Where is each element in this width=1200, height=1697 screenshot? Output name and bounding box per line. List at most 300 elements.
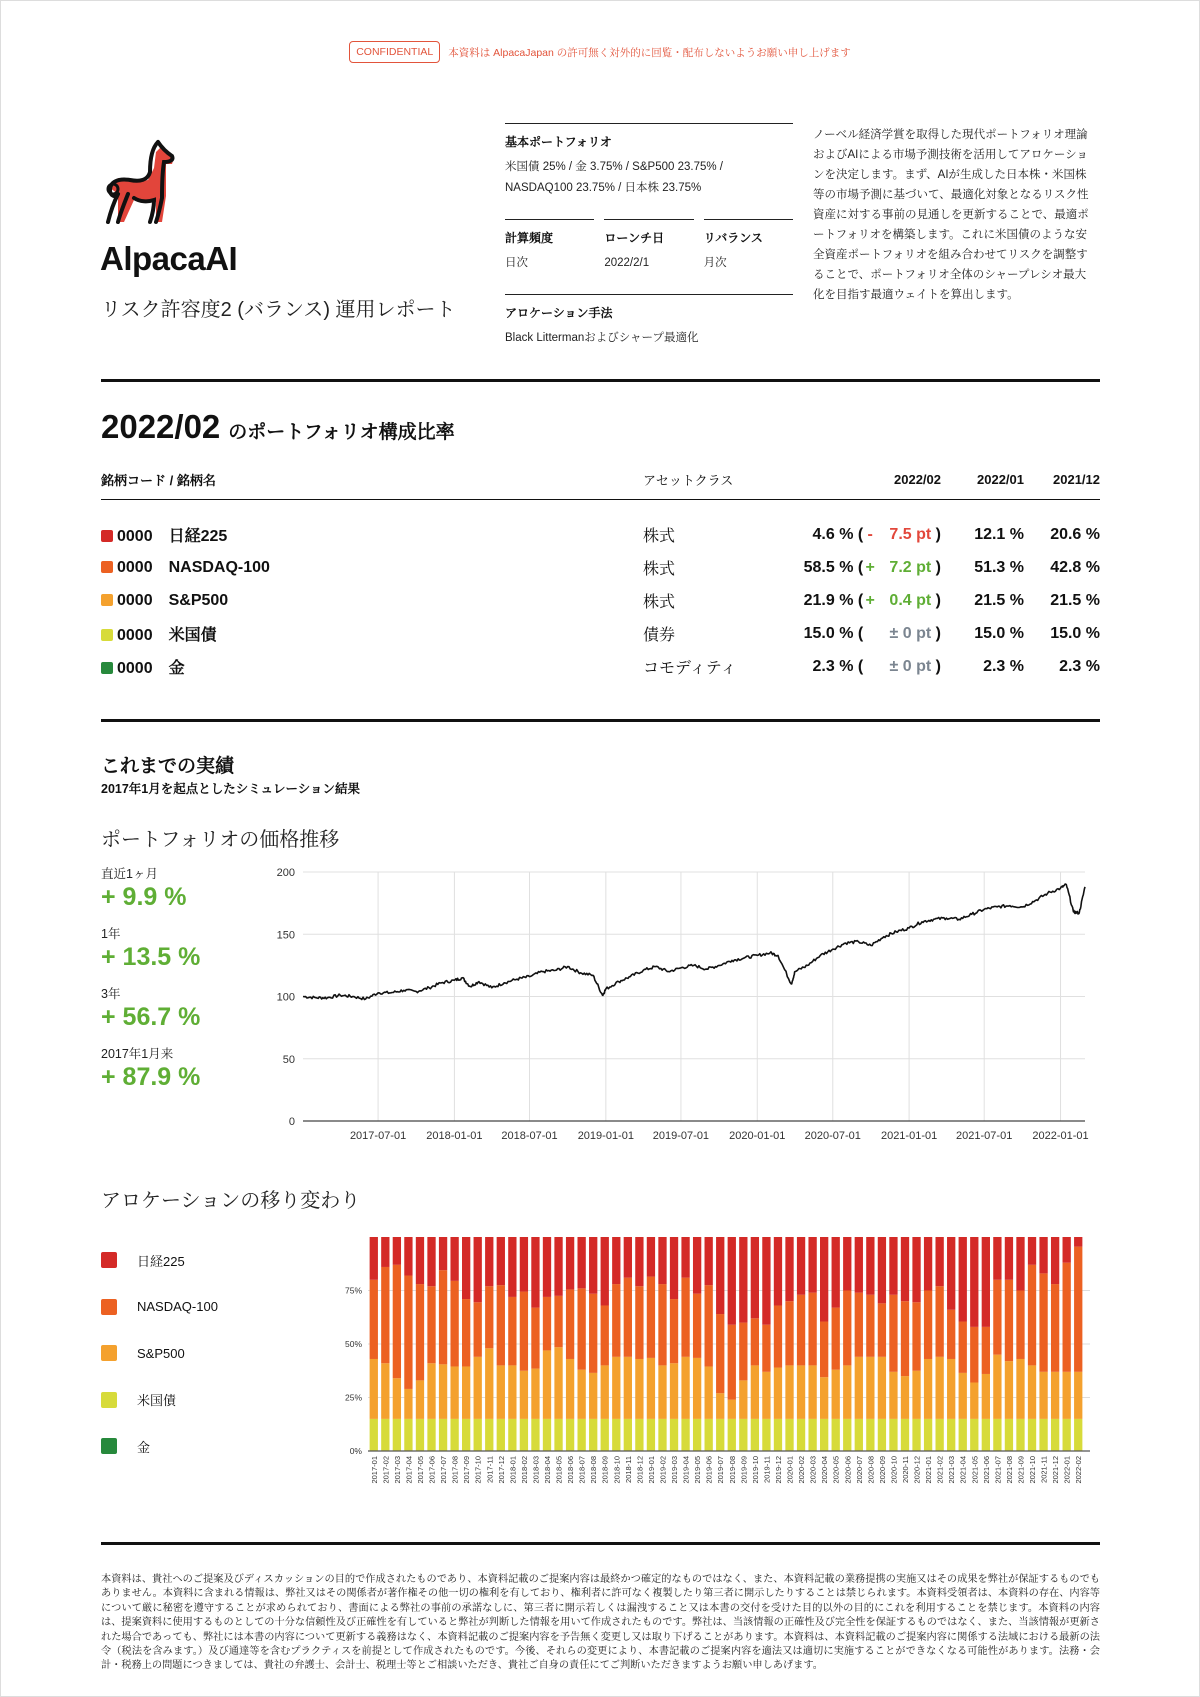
stat-value: + 9.9 % xyxy=(101,883,187,911)
bar-segment xyxy=(370,1280,378,1359)
bar-segment xyxy=(1016,1419,1024,1451)
holding-code: 0000 xyxy=(117,558,153,576)
bar-segment xyxy=(416,1284,424,1380)
bar-segment xyxy=(647,1277,655,1358)
bar-segment xyxy=(601,1237,609,1305)
holding-code: 0000 xyxy=(117,528,153,545)
bar-segment xyxy=(1028,1365,1036,1419)
prev2-weight: 2.3 % xyxy=(1059,657,1100,675)
y-tick-label: 150 xyxy=(276,929,295,942)
table-header-row xyxy=(101,468,1100,500)
bar-segment xyxy=(427,1363,435,1419)
bar-segment xyxy=(612,1419,620,1451)
bar-segment xyxy=(416,1237,424,1284)
bar-segment xyxy=(1016,1359,1024,1419)
bar-segment xyxy=(959,1419,967,1451)
bar-segment xyxy=(843,1419,851,1451)
bar-segment xyxy=(1074,1237,1082,1247)
bar-segment xyxy=(774,1305,782,1367)
x-tick-label: 2021-06 xyxy=(981,1456,991,1484)
col-asset-class: アセットクラス xyxy=(643,468,791,500)
bar-segment xyxy=(901,1301,909,1376)
x-tick-label: 2018-10 xyxy=(612,1456,622,1484)
x-tick-label: 2020-01 xyxy=(785,1456,795,1484)
x-tick-label: 2021-01-01 xyxy=(880,1130,938,1142)
bar-segment xyxy=(670,1299,678,1363)
bar-segment xyxy=(762,1237,770,1325)
x-tick-label: 2020-02 xyxy=(797,1456,807,1484)
bar-segment xyxy=(474,1419,482,1451)
bar-segment xyxy=(716,1237,724,1314)
bar-segment xyxy=(589,1294,597,1373)
table-row xyxy=(101,650,1100,683)
bar-segment xyxy=(566,1419,574,1451)
bar-segment xyxy=(808,1237,816,1293)
bar-segment xyxy=(751,1237,759,1318)
x-tick-label: 2019-01-01 xyxy=(577,1130,634,1142)
bar-segment xyxy=(635,1286,643,1359)
bar-segment xyxy=(485,1286,493,1348)
composition-title xyxy=(101,408,455,446)
x-tick-label: 2018-12 xyxy=(635,1456,645,1484)
bar-segment xyxy=(681,1419,689,1451)
holding-name: 米国債 xyxy=(168,627,217,644)
bar-segment xyxy=(1051,1237,1059,1284)
weight-change: ± 0 pt xyxy=(889,657,932,675)
x-tick-label: 2018-04 xyxy=(543,1456,552,1484)
bar-segment xyxy=(705,1285,713,1366)
stat-label: 1年 xyxy=(101,927,121,941)
base-portfolio-label: 基本ポートフォリオ xyxy=(505,135,612,149)
bar-segment xyxy=(1074,1247,1082,1372)
bar-segment xyxy=(982,1237,990,1327)
legend-swatch xyxy=(101,1299,117,1315)
bar-segment xyxy=(935,1357,943,1419)
color-swatch xyxy=(101,629,113,641)
bar-segment xyxy=(739,1419,747,1451)
bar-segment xyxy=(970,1419,978,1451)
bar-segment xyxy=(462,1366,470,1418)
bar-segment xyxy=(658,1419,666,1451)
bar-segment xyxy=(647,1237,655,1277)
bar-segment xyxy=(693,1358,701,1419)
price-chart-title: ポートフォリオの価格推移 xyxy=(101,829,340,851)
x-tick-label: 2017-03 xyxy=(392,1456,402,1484)
launch-block xyxy=(604,219,693,274)
bar-segment xyxy=(577,1419,585,1451)
legend-swatch xyxy=(101,1392,117,1408)
bar-segment xyxy=(670,1419,678,1451)
portfolio-info xyxy=(505,123,793,361)
stat-label: 直近1ヶ月 xyxy=(101,867,158,881)
allocation-chart-title: アロケーションの移り変わり xyxy=(101,1190,361,1212)
bar-segment xyxy=(439,1237,447,1270)
x-tick-label: 2020-07-01 xyxy=(804,1130,861,1142)
y-tick-label: 75% xyxy=(344,1285,362,1296)
bar-segment xyxy=(381,1363,389,1419)
holding-code: 0000 xyxy=(117,660,153,677)
x-tick-label: 2019-12 xyxy=(774,1456,783,1484)
x-tick-label: 2020-09 xyxy=(877,1456,887,1484)
prev2-weight: 42.8 % xyxy=(1050,558,1100,576)
bar-segment xyxy=(970,1237,978,1327)
x-tick-label: 2019-10 xyxy=(750,1456,760,1484)
bar-segment xyxy=(866,1419,874,1451)
x-tick-label: 2018-07 xyxy=(577,1456,587,1484)
legend-item xyxy=(101,1423,218,1470)
bar-segment xyxy=(1051,1372,1059,1419)
x-tick-label: 2019-06 xyxy=(704,1456,714,1484)
bar-segment xyxy=(878,1237,886,1303)
bar-segment xyxy=(404,1237,412,1276)
bar-segment xyxy=(439,1364,447,1419)
bar-segment xyxy=(439,1270,447,1364)
report-title: リスク許容度2 (バランス) 運用レポート xyxy=(101,299,456,321)
current-weight-cell: 58.5 % ( + 7.2 pt ) xyxy=(803,558,941,576)
rebalance-label: リバランス xyxy=(703,231,763,245)
bar-segment xyxy=(739,1380,747,1419)
bar-segment xyxy=(832,1370,840,1419)
bar-segment xyxy=(658,1284,666,1365)
bar-segment xyxy=(589,1419,597,1451)
x-tick-label: 2021-05 xyxy=(970,1456,980,1484)
x-tick-label: 2019-07-01 xyxy=(652,1130,710,1142)
bar-segment xyxy=(1028,1265,1036,1366)
composition-period: 2022/02 xyxy=(101,408,221,445)
x-tick-label: 2021-11 xyxy=(1039,1456,1049,1483)
bar-segment xyxy=(993,1280,1001,1355)
performance-title: これまでの実績 xyxy=(101,756,235,777)
bar-segment xyxy=(508,1419,516,1451)
prev1-weight: 21.5 % xyxy=(974,591,1024,609)
legend-label: S&P500 xyxy=(137,1345,185,1361)
x-tick-label: 2017-07-01 xyxy=(349,1130,407,1142)
bar-segment xyxy=(855,1419,863,1451)
stat-value: + 56.7 % xyxy=(101,1003,201,1031)
change-sign: - xyxy=(867,525,873,543)
confidential-notice: 本資料は AlpacaJapan の許可無く対外的に回覧・配布しないようお願い申し上げます xyxy=(448,46,851,59)
x-tick-label: 2017-02 xyxy=(381,1456,391,1484)
bar-segment xyxy=(1016,1291,1024,1359)
bar-segment xyxy=(670,1363,678,1419)
bar-segment xyxy=(543,1237,551,1297)
bar-segment xyxy=(658,1237,666,1284)
bar-segment xyxy=(762,1419,770,1451)
x-tick-label: 2020-07 xyxy=(854,1456,864,1484)
allocation-chart xyxy=(330,1225,1100,1495)
bar-segment xyxy=(1028,1237,1036,1265)
bar-segment xyxy=(1039,1237,1047,1273)
bar-segment xyxy=(393,1237,401,1265)
bar-segment xyxy=(531,1419,539,1451)
x-tick-label: 2021-09 xyxy=(1016,1456,1026,1484)
bar-segment xyxy=(1005,1419,1013,1451)
bar-segment xyxy=(889,1372,897,1419)
x-tick-label: 2021-10 xyxy=(1028,1456,1037,1484)
bar-segment xyxy=(554,1237,562,1296)
y-tick-label: 25% xyxy=(344,1392,362,1403)
bar-segment xyxy=(820,1419,828,1451)
holding-cell xyxy=(101,551,643,584)
x-tick-label: 2017-10 xyxy=(473,1456,483,1484)
bar-segment xyxy=(959,1322,967,1373)
stat-1y xyxy=(101,924,200,984)
bar-segment xyxy=(624,1357,632,1419)
prev2-weight: 20.6 % xyxy=(1050,525,1100,543)
legend-item xyxy=(101,1377,218,1424)
table-row xyxy=(101,584,1100,617)
x-tick-label: 2019-02 xyxy=(658,1456,668,1484)
x-tick-label: 2020-12 xyxy=(912,1456,922,1484)
bar-segment xyxy=(855,1237,863,1293)
bar-segment xyxy=(1074,1372,1082,1419)
bar-segment xyxy=(982,1327,990,1374)
bar-segment xyxy=(497,1285,505,1365)
y-tick-label: 50% xyxy=(344,1339,362,1349)
x-tick-label: 2021-07-01 xyxy=(956,1130,1013,1142)
bar-segment xyxy=(681,1237,689,1278)
asset-class: 株式 xyxy=(643,528,676,545)
bar-segment xyxy=(889,1295,897,1372)
holding-name: 日経225 xyxy=(168,528,228,545)
bar-segment xyxy=(497,1419,505,1451)
bar-segment xyxy=(912,1302,920,1370)
bar-segment xyxy=(589,1237,597,1294)
bar-segment xyxy=(705,1237,713,1285)
x-tick-label: 2021-08 xyxy=(1004,1456,1014,1484)
bar-segment xyxy=(531,1369,539,1419)
x-tick-label: 2020-01-01 xyxy=(729,1130,786,1142)
bar-segment xyxy=(474,1302,482,1357)
method-block xyxy=(505,294,793,349)
bar-segment xyxy=(728,1237,736,1325)
base-portfolio-line2: NASDAQ100 23.75% / 日本株 23.75% xyxy=(505,182,702,194)
x-tick-label: 2021-07 xyxy=(993,1456,1003,1484)
bar-segment xyxy=(485,1419,493,1451)
x-tick-label: 2020-06 xyxy=(843,1456,853,1484)
brand-name: AlpacaAI xyxy=(100,240,238,277)
bar-segment xyxy=(808,1419,816,1451)
bar-segment xyxy=(947,1419,955,1451)
x-tick-label: 2018-11 xyxy=(623,1456,633,1483)
bar-segment xyxy=(439,1419,447,1451)
bar-segment xyxy=(993,1419,1001,1451)
bar-segment xyxy=(624,1237,632,1278)
bar-segment xyxy=(751,1419,759,1451)
holding-cell xyxy=(101,617,643,650)
holding-cell xyxy=(101,500,643,552)
x-tick-label: 2019-09 xyxy=(739,1456,749,1484)
bar-segment xyxy=(393,1378,401,1419)
table-row xyxy=(101,551,1100,584)
bar-segment xyxy=(497,1365,505,1419)
bar-segment xyxy=(485,1237,493,1286)
bar-segment xyxy=(450,1237,458,1281)
bar-segment xyxy=(855,1293,863,1357)
bar-segment xyxy=(970,1383,978,1419)
bar-segment xyxy=(762,1372,770,1419)
composition-title-suffix: のポートフォリオ構成比率 xyxy=(228,422,455,443)
bar-segment xyxy=(381,1237,389,1267)
bar-segment xyxy=(393,1265,401,1378)
bar-segment xyxy=(785,1365,793,1419)
bar-segment xyxy=(820,1237,828,1322)
bar-segment xyxy=(1039,1273,1047,1371)
bar-segment xyxy=(912,1237,920,1302)
bar-segment xyxy=(404,1389,412,1419)
bar-segment xyxy=(774,1419,782,1451)
bar-segment xyxy=(739,1237,747,1323)
bar-segment xyxy=(1063,1237,1071,1263)
bar-segment xyxy=(589,1373,597,1419)
base-portfolio-line1: 米国債 25% / 金 3.75% / S&P500 23.75% / xyxy=(505,161,723,173)
bar-segment xyxy=(866,1357,874,1419)
bar-segment xyxy=(404,1419,412,1451)
bar-segment xyxy=(497,1237,505,1285)
bar-segment xyxy=(878,1357,886,1419)
stat-value: + 87.9 % xyxy=(101,1063,201,1091)
color-swatch xyxy=(101,561,113,573)
legend-swatch xyxy=(101,1345,117,1361)
bar-segment xyxy=(416,1380,424,1419)
x-tick-label: 2017-06 xyxy=(427,1456,437,1484)
asset-class: コモディティ xyxy=(643,660,737,677)
launch-value: 2022/2/1 xyxy=(604,257,650,269)
bar-segment xyxy=(993,1355,1001,1419)
frequency-value: 日次 xyxy=(505,257,528,269)
color-swatch xyxy=(101,530,113,542)
table-row xyxy=(101,617,1100,650)
bar-segment xyxy=(843,1365,851,1419)
bar-segment xyxy=(693,1237,701,1294)
bar-segment xyxy=(728,1325,736,1400)
bar-segment xyxy=(878,1419,886,1451)
bar-segment xyxy=(450,1366,458,1418)
bar-segment xyxy=(635,1419,643,1451)
x-tick-label: 2020-10 xyxy=(889,1456,899,1484)
bar-segment xyxy=(693,1419,701,1451)
bar-segment xyxy=(762,1325,770,1372)
bar-segment xyxy=(1005,1237,1013,1280)
x-tick-label: 2017-01 xyxy=(369,1456,379,1484)
x-tick-label: 2021-03 xyxy=(947,1456,957,1484)
section-divider xyxy=(101,1542,1100,1545)
x-tick-label: 2020-05 xyxy=(831,1456,841,1484)
bar-segment xyxy=(935,1286,943,1357)
price-chart xyxy=(260,860,1100,1145)
bar-segment xyxy=(982,1374,990,1419)
bar-segment xyxy=(901,1237,909,1301)
bar-segment xyxy=(820,1322,828,1378)
bar-segment xyxy=(427,1419,435,1451)
bar-segment xyxy=(1005,1361,1013,1419)
bar-segment xyxy=(635,1359,643,1419)
holding-code: 0000 xyxy=(117,591,153,609)
x-tick-label: 2022-02 xyxy=(1074,1456,1084,1484)
bar-segment xyxy=(785,1237,793,1301)
bar-segment xyxy=(566,1359,574,1419)
bar-segment xyxy=(427,1237,435,1286)
bar-segment xyxy=(716,1419,724,1451)
bar-segment xyxy=(693,1294,701,1358)
frequency-label: 計算頻度 xyxy=(505,231,554,245)
alpaca-logo-icon xyxy=(100,138,186,228)
base-portfolio-block xyxy=(505,123,793,199)
bar-segment xyxy=(924,1237,932,1291)
holding-name: S&P500 xyxy=(168,591,229,609)
bar-segment xyxy=(982,1419,990,1451)
bar-segment xyxy=(450,1281,458,1367)
color-swatch xyxy=(101,662,113,674)
x-tick-label: 2018-01 xyxy=(508,1456,518,1484)
col-name: 銘柄コード / 銘柄名 xyxy=(101,468,643,500)
x-tick-label: 2018-01-01 xyxy=(426,1130,483,1142)
bar-segment xyxy=(924,1359,932,1419)
x-tick-label: 2020-03 xyxy=(808,1456,818,1484)
rebalance-value: 月次 xyxy=(703,257,727,269)
bar-segment xyxy=(612,1237,620,1284)
col-prev2: 2021/12 xyxy=(1024,468,1100,500)
x-tick-label: 2017-07 xyxy=(439,1456,449,1484)
bar-segment xyxy=(554,1347,562,1419)
stat-1m xyxy=(101,864,200,924)
bar-segment xyxy=(624,1419,632,1451)
bar-segment xyxy=(681,1278,689,1357)
bar-segment xyxy=(474,1237,482,1302)
bar-segment xyxy=(508,1237,516,1297)
bar-segment xyxy=(612,1284,620,1357)
composition-table xyxy=(101,468,1100,683)
bar-segment xyxy=(912,1419,920,1451)
bar-segment xyxy=(566,1289,574,1359)
bar-segment xyxy=(924,1291,932,1359)
stat-value: + 13.5 % xyxy=(101,943,201,971)
bar-segment xyxy=(624,1278,632,1357)
table-row xyxy=(101,500,1100,552)
x-tick-label: 2019-03 xyxy=(670,1456,679,1484)
bar-segment xyxy=(889,1237,897,1295)
bar-segment xyxy=(601,1365,609,1419)
x-tick-label: 2017-05 xyxy=(416,1456,425,1484)
bar-segment xyxy=(866,1295,874,1357)
prev1-weight: 15.0 % xyxy=(974,624,1024,642)
bar-segment xyxy=(1016,1237,1024,1291)
current-weight-cell: 4.6 % ( - 7.5 pt ) xyxy=(812,525,941,543)
bar-segment xyxy=(658,1365,666,1419)
x-tick-label: 2022-01 xyxy=(1062,1456,1072,1484)
current-weight: 15.0 % xyxy=(803,624,854,642)
bar-segment xyxy=(554,1296,562,1347)
bar-segment xyxy=(520,1237,528,1292)
bar-segment xyxy=(1063,1419,1071,1451)
y-tick-label: 100 xyxy=(276,991,295,1004)
prev2-weight: 15.0 % xyxy=(1050,624,1100,642)
bar-segment xyxy=(647,1358,655,1419)
bar-segment xyxy=(959,1373,967,1419)
disclaimer-text: 本資料は、貴社へのご提案及びディスカッションの目的で作成されたものであり、本資料記載のご提案内容は最終かつ確定的なものではなく、また、本資料記載の業務提携の実施又はその成果を弊社が保証するものでもありません。本資料に含まれる情報は、弊社又はその関係者が著作権その他一切の権利を有しており、権利者に許可なく複製したり第三者に開示したりすることは禁じられます。本資料受領者は、本資料の存在、内容等について厳に秘密を遵守することが求められており、書面による弊社の事前の承諾なしに、第三者に開示若しくは漏洩すること又は本書の交付を受けた目的以外の目的にこれを利用することを禁じます。本資料の内容は、提案資料に使用するものとしての十分な信頼性及び正確性を有していると弊社が判断した情報を用いて作成されたものです。弊社は、当該情報の正確性及び完全性を保証するものではなく、また、当該情報が更新された場合であっても、弊社には本書の内容について更新する義務はなく、本資料記載のご提案内容を予告無く変更し又は取り下げることがあります。本資料は、本資料記載のご提案内容に関係する法域における最新の法令（税法を含みます。）及び通達等を含むプラクティスを前提として作成されたものです。今後、それらの変更により、本書記載のご提案内容を適法又は適切に実施することができなくなる可能性があります。法務・会計・税務上の問題につきましては、貴社の弁護士、会計士、税理士等とご相談いただき、貴社ご自身の責任にてご判断いただきますようお願い申しあげます。 xyxy=(101,1574,1100,1672)
bar-segment xyxy=(959,1237,967,1322)
bar-segment xyxy=(681,1357,689,1419)
frequency-block xyxy=(505,219,594,274)
stat-label: 3年 xyxy=(101,987,121,1001)
bar-segment xyxy=(808,1293,816,1366)
method-label: アロケーション手法 xyxy=(505,306,613,320)
prev1-weight: 51.3 % xyxy=(974,558,1024,576)
bar-segment xyxy=(866,1237,874,1295)
bar-segment xyxy=(543,1297,551,1351)
bar-segment xyxy=(416,1419,424,1451)
bar-segment xyxy=(635,1237,643,1286)
